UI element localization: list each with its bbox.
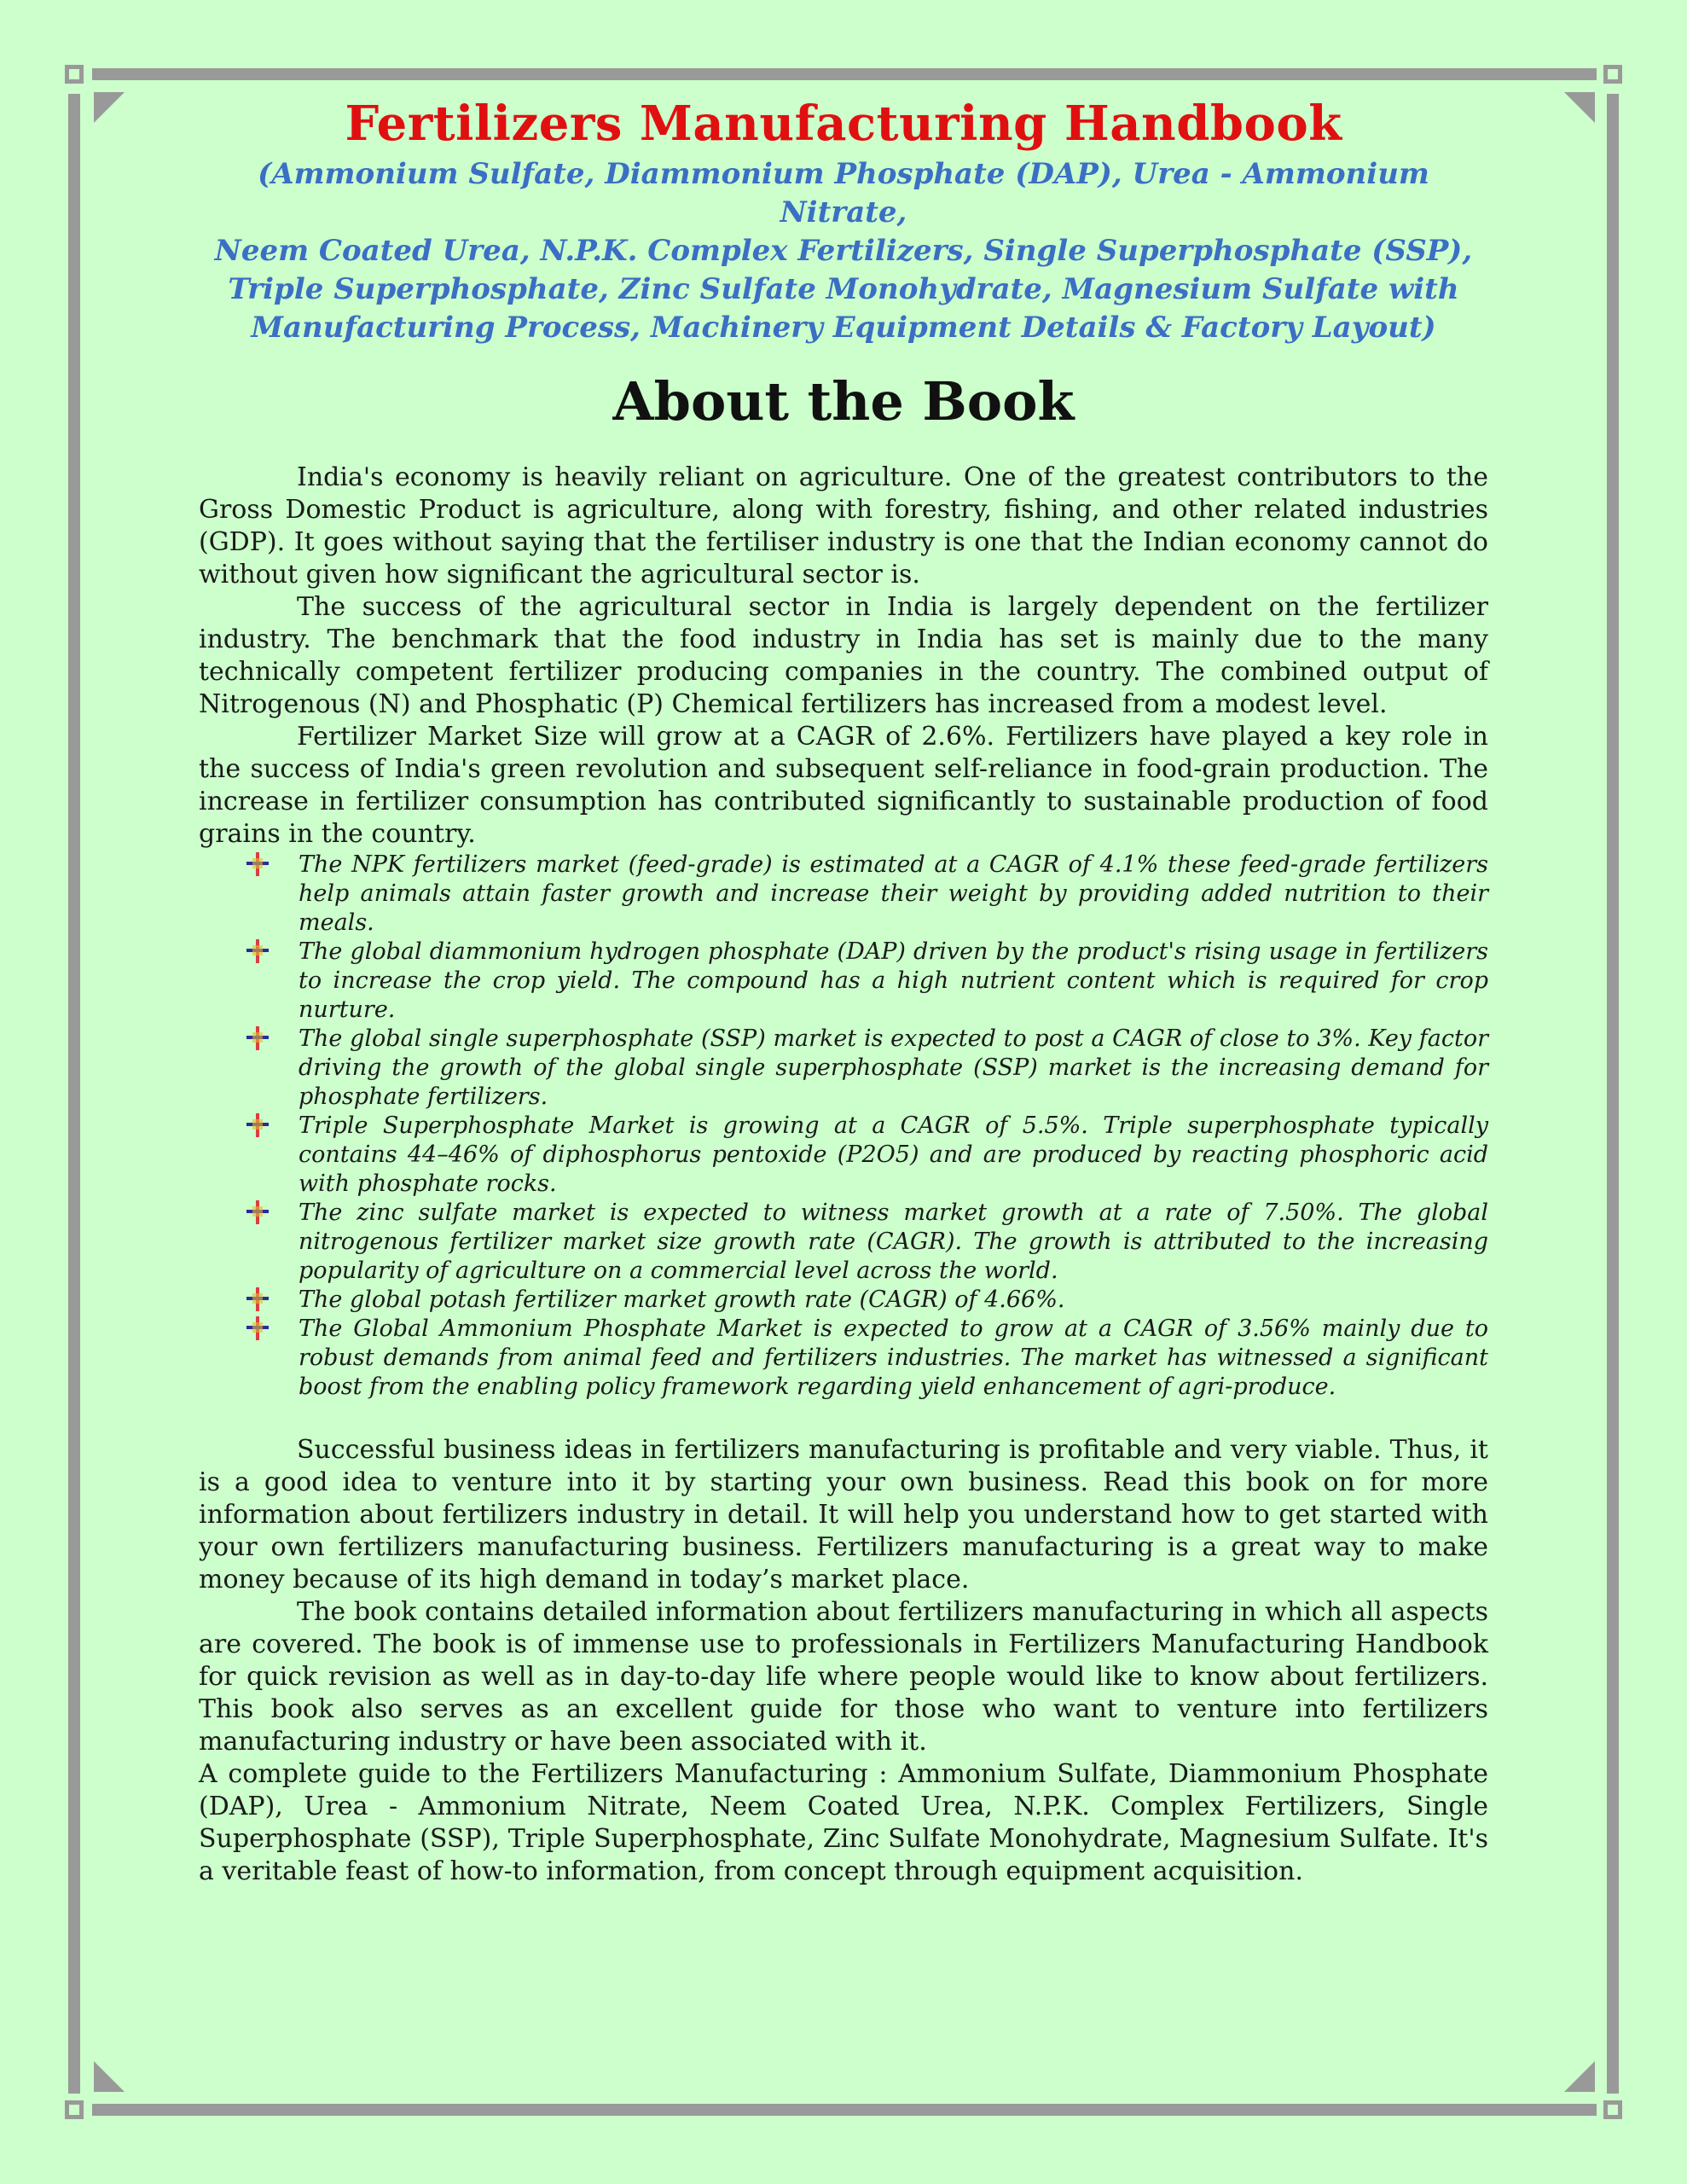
- subtitle-line: Triple Superphosphate, Zinc Sulfate Monohydrate, Magnesium Sulfate with: [228, 272, 1459, 306]
- book-title: Fertilizers Manufacturing Handbook: [345, 96, 1342, 152]
- book-subtitle: [196, 155, 1491, 347]
- bullet-text: The global potash fertilizer market growth rate (CAGR) of 4.66%.: [299, 1287, 1065, 1313]
- bullet-text: The zinc sulfate market is expected to witness market growth at a rate of 7.50%. The global nitrogenous fertilizer market size growth rate (CAGR). The growth is attributed to the increasing popularity of agriculture on a commercial level across the world.: [299, 1199, 1488, 1284]
- frame-corner-square-icon: [1603, 2100, 1622, 2119]
- list-item: [199, 1112, 1488, 1199]
- frame-border-left: [68, 94, 80, 2094]
- frame-border-bottom: [92, 2104, 1597, 2116]
- bullet-text: Triple Superphosphate Market is growing at a CAGR of 5.5%. Triple superphosphate typically contains 44–46% of diphosphorus pentoxide (P2O5) and are produced by reacting phosphoric acid with phosphate rocks.: [299, 1112, 1488, 1197]
- cross-arrow-bullet-icon: [246, 1287, 269, 1311]
- frame-border-right: [1607, 94, 1619, 2094]
- section-heading: About the Book: [612, 370, 1075, 433]
- list-item: [199, 1199, 1488, 1286]
- bullet-text: The NPK fertilizers market (feed-grade) is estimated at a CAGR of 4.1% these feed-grade fertilizers help animals attain faster growth and increase their weight by providing added nutrition to their meals.: [299, 851, 1488, 936]
- paragraph: The success of the agricultural sector in India is largely dependent on the fertilizer industry. The benchmark that the food industry in India has set is mainly due to the many technically competent fertilizer producing companies in the country. The combined output of Nitrogenous (N) and Phosphatic (P) Chemical fertilizers has increased from a modest level.: [199, 592, 1488, 719]
- subtitle-line: Manufacturing Process, Machinery Equipment Details & Factory Layout): [251, 311, 1436, 345]
- cross-arrow-bullet-icon: [246, 1113, 269, 1137]
- cross-arrow-bullet-icon: [246, 1200, 269, 1224]
- corner-triangle-icon: [94, 92, 125, 123]
- bullet-text: The global single superphosphate (SSP) market is expected to post a CAGR of close to 3%. Key factor driving the growth of the global single superphosphate (SSP) market is the increasing demand for phosphate fertilizers.: [299, 1025, 1488, 1110]
- frame-corner-square-icon: [1603, 65, 1622, 84]
- cross-arrow-bullet-icon: [246, 852, 269, 876]
- corner-triangle-icon: [1564, 92, 1595, 123]
- about-body: [199, 462, 1488, 1888]
- cross-arrow-bullet-icon: [246, 939, 269, 963]
- frame-corner-square-icon: [65, 2100, 84, 2119]
- cross-arrow-bullet-icon: [246, 1026, 269, 1050]
- frame-border-top: [92, 68, 1597, 80]
- bullet-text: The Global Ammonium Phosphate Market is expected to grow at a CAGR of 3.56% mainly due to robust demands from animal feed and fertilizers industries. The market has witnessed a significant boost from the enabling policy framework regarding yield enhancement of agri-produce.: [299, 1316, 1488, 1400]
- list-item: [199, 1025, 1488, 1112]
- closing-paragraph: A complete guide to the Fertilizers Manufacturing : Ammonium Sulfate, Diammonium Phosphate (DAP), Urea - Ammonium Nitrate, Neem Coated Urea, N.P.K. Complex Fertilizers, Single Superphosphate (SSP), Triple Superphosphate, Zinc Sulfate Monohydrate, Magnesium Sulfate. It's a veritable feast of how-to information, from concept through equipment acquisition.: [199, 1759, 1488, 1886]
- paragraph: Fertilizer Market Size will grow at a CAGR of 2.6%. Fertilizers have played a key role in the success of India's green revolution and subsequent self-reliance in food-grain production. The increase in fertilizer consumption has contributed significantly to sustainable production of food grains in the country.: [199, 722, 1488, 849]
- paragraph: Successful business ideas in fertilizers manufacturing is profitable and very viable. Thus, it is a good idea to venture into it by starting your own business. Read this book on for more information about fertilizers industry in detail. It will help you understand how to get started with your own fertilizers manufacturing business. Fertilizers manufacturing is a great way to make money because of its high demand in today’s market place.: [199, 1435, 1488, 1594]
- list-item: [199, 1315, 1488, 1402]
- market-bullet-list: [199, 851, 1488, 1402]
- paragraph: India's economy is heavily reliant on agriculture. One of the greatest contributors to the Gross Domestic Product is agriculture, along with forestry, fishing, and other related industries (GDP). It goes without saying that the fertiliser industry is one that the Indian economy cannot do without given how significant the agricultural sector is.: [199, 462, 1488, 590]
- frame-corner-square-icon: [65, 65, 84, 84]
- subtitle-line: (Ammonium Sulfate, Diammonium Phosphate (DAP), Urea - Ammonium Nitrate,: [258, 157, 1429, 229]
- corner-triangle-icon: [1564, 2061, 1595, 2092]
- paragraph: The book contains detailed information about fertilizers manufacturing in which all aspects are covered. The book is of immense use to professionals in Fertilizers Manufacturing Handbook for quick revision as well as in day-to-day life where people would like to know about fertilizers. This book also serves as an excellent guide for those who want to venture into fertilizers manufacturing industry or have been associated with it.: [199, 1597, 1488, 1757]
- list-item: [199, 938, 1488, 1025]
- corner-triangle-icon: [94, 2061, 125, 2092]
- subtitle-line: Neem Coated Urea, N.P.K. Complex Fertilizers, Single Superphosphate (SSP),: [214, 234, 1473, 268]
- cross-arrow-bullet-icon: [246, 1316, 269, 1340]
- list-item: [199, 851, 1488, 938]
- list-item: [199, 1286, 1488, 1315]
- bullet-text: The global diammonium hydrogen phosphate (DAP) driven by the product's rising usage in fertilizers to increase the crop yield. The compound has a high nutrient content which is required for crop nurture.: [299, 938, 1488, 1023]
- spacer: [199, 1402, 1488, 1434]
